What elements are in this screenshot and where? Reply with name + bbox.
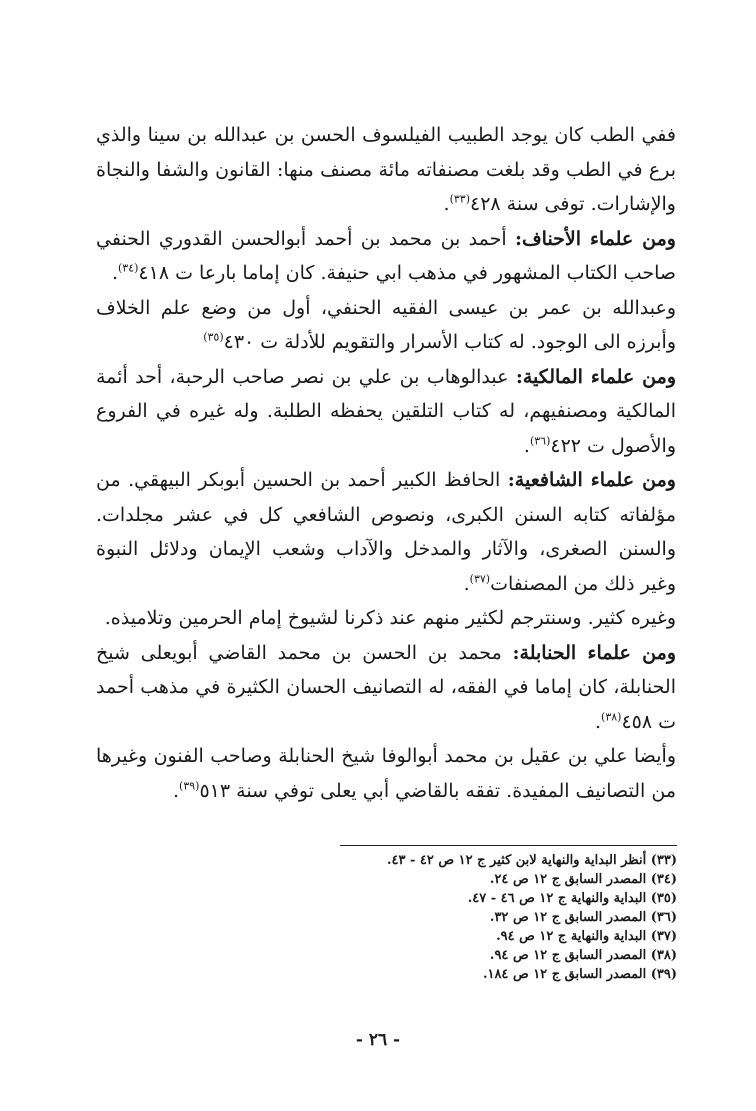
- paragraph-lead: ومن علماء الحنابلة:: [512, 641, 677, 664]
- footnote: (٣٩) المصدر السابق ج ١٢ ص ١٨٤.: [482, 967, 677, 982]
- body-text: [96, 118, 676, 808]
- paragraph-text: محمد بن الحسن بن محمد القاضي أبويعلى شيخ الحنابلة، كان إماما في الفقه، له التصانيف الحسان الكثيرة في مذهب أحمد ت ٤٥٨: [96, 641, 676, 733]
- footnote: (٣٤) المصدر السابق ج ١٢ ص ٢٤.: [489, 872, 677, 887]
- paragraph-text: الحافظ الكبير أحمد بن الحسين أبوبكر البيهقي. من مؤلفاته كتابه السنن الكبرى، ونصوص الشافعي كل في عشر مجلدات. والسنن الصغرى، والآثار والمدخل والآداب وشعب الإيمان ودلائل النبوة وغير ذلك من المصنفات: [96, 469, 676, 595]
- page-number: - ٢٦ -: [355, 1030, 401, 1050]
- paragraph-tail: .: [111, 262, 118, 284]
- footnote: (٣٥) البداية والنهاية ج ١٢ ص ٤٦ - ٤٧.: [467, 891, 677, 906]
- paragraph-tail: .: [463, 572, 470, 595]
- footnote: (٣٧) البداية والنهاية ج ١٢ ص ٩٤.: [496, 929, 677, 944]
- paragraph-lead: ومن علماء الأحناف:: [514, 227, 676, 250]
- paragraph-tail: .: [523, 434, 530, 457]
- footnotes: [300, 851, 677, 984]
- footnote-ref: (٣٧): [469, 572, 491, 586]
- paragraph-text: ففي الطب كان يوجد الطبيب الفيلسوف الحسن بن عبدالله بن سينا والذي برع في الطب وقد بلغت مصنفاته مائة مصنف منها: القانون والشفا والنجاة والإشارات. توفى سنة ٤٢٨: [96, 124, 676, 215]
- footnote-ref: (٣٩): [179, 779, 200, 793]
- paragraph-text: وعبدالله بن عمر بن عيسى الفقيه الحنفي، أول من وضع علم الخلاف وأبرزه الى الوجود. له كتاب الأسرار والتقويم للأدلة ت ٤٣٠: [96, 296, 676, 353]
- paragraph-6: [96, 601, 676, 636]
- footnote-divider: [340, 845, 677, 846]
- paragraph-5: [96, 463, 676, 601]
- footnote-ref: (٣٤): [118, 261, 139, 275]
- footnote: (٣٦) المصدر السابق ج ١٢ ص ٣٢.: [489, 910, 677, 925]
- paragraph-4: [96, 360, 676, 464]
- paragraph-tail: .: [173, 779, 180, 802]
- paragraph-text: وأيضا علي بن عقيل بن محمد أبوالوفا شيخ الحنابلة وصاحب الفنون وغيرها من التصانيف المفيدة. تفقه بالقاضي أبي يعلى توفي سنة ٥١٣: [96, 745, 676, 802]
- paragraph-7: [96, 636, 676, 740]
- footnote-ref: (٣٨): [601, 710, 622, 724]
- paragraph-text: وغيره كثير. وسنترجم لكثير منهم عند ذكرنا لشيوخ إمام الحرمين وتلاميذه.: [104, 607, 676, 629]
- paragraph-lead: ومن علماء المالكية:: [515, 365, 676, 388]
- footnote-ref: (٣٥): [203, 330, 224, 344]
- footnote: (٣٨) المصدر السابق ج ١٢ ص ٩٤.: [489, 948, 677, 963]
- paragraph-tail: .: [594, 710, 602, 733]
- paragraph-1: [96, 118, 676, 222]
- paragraph-2: [96, 222, 676, 291]
- footnote-ref: (٣٦): [529, 434, 551, 448]
- paragraph-text: عبدالوهاب بن علي بن نصر صاحب الرحبة، أحد أئمة المالكية ومصنفيهم، له كتاب التلقين يحفظه الطلبة. وله غيره في الفروع والأصول ت ٤٢٢: [96, 365, 676, 457]
- footnote: (٣٣) أنظر البداية والنهاية لابن كثير ج ١٢ ص ٤٢ - ٤٣.: [386, 853, 677, 868]
- paragraph-8: [96, 739, 676, 808]
- paragraph-tail: .: [443, 193, 450, 215]
- paragraph-3: [96, 291, 676, 360]
- paragraph-lead: ومن علماء الشافعية:: [507, 469, 676, 491]
- footnote-ref: (٣٣): [449, 192, 470, 206]
- paragraph-text: أحمد بن محمد بن أحمد أبوالحسن القدوري الحنفي صاحب الكتاب المشهور في مذهب ابي حنيفة. كان إماما بارعا ت ٤١٨: [96, 227, 676, 284]
